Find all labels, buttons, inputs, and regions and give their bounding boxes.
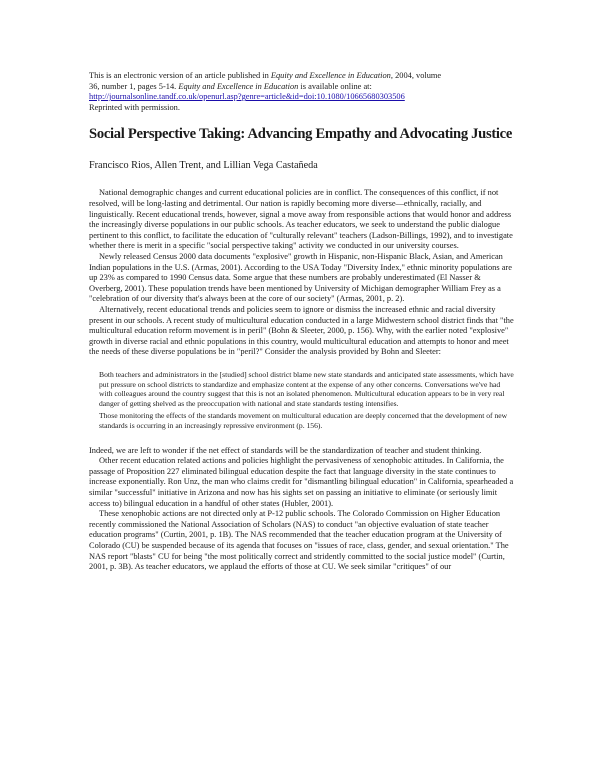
article-page — [89, 71, 514, 573]
block-quote — [99, 370, 514, 431]
notice-text: is available online at: — [298, 81, 372, 91]
article-body — [89, 188, 514, 572]
notice-text: This is an electronic version of an article published in — [89, 71, 271, 80]
article-link[interactable]: http://journalsonline.tandf.co.uk/openurl.asp?genre=article&id=doi:10.1080/10665680303506 — [89, 92, 405, 102]
reprinted-note: Reprinted with permission. — [89, 102, 180, 112]
notice-text: 36, number 1, pages 5-14. — [89, 81, 179, 91]
notice-text: , 2004, volume — [390, 71, 442, 80]
post-quote-section — [89, 446, 514, 573]
body-paragraph: Newly released Census 2000 data documents "explosive" growth in Hispanic, non-Hispanic Black, Asian, and American Indian populations in the U.S. (Armas, 2001). According to the USA Today "Diversity Index," ethnic minority populations are up 23% as compared to 1990 Census data. Some argue that these numbers are probably underestimated (El Nasser & Overberg, 2001). These population trends have been mentioned by University of Michigan demographer William Frey as a "celebration of our diversity that's always been at the core of our society" (Armas, 2001, p. 2). — [89, 251, 512, 304]
journal-name: Equity and Excellence in Education — [178, 81, 299, 91]
body-paragraph: Indeed, we are left to wonder if the net effect of standards will be the standardization of teacher and student thinking. — [89, 445, 482, 455]
journal-name: Equity and Excellence in Education — [270, 71, 391, 80]
body-paragraph: Other recent education related actions and policies highlight the pervasiveness of xenophobic attitudes. In California, the passage of Proposition 227 eliminated bilingual education despite the fact that language diversity in the state continues to increase exponentially. Ron Unz, the man who claims credit for "dismantling bilingual education" in California, spearheaded a similar "successful" initiative in Arizona and now has his sights set on passing an initiative to eliminate (or seriously limit access to) bilingual education in a handful of other states (Hubler, 2001). — [89, 456, 514, 508]
notice-line-1 — [89, 71, 514, 82]
notice-line-2 — [89, 82, 514, 93]
publication-notice — [89, 71, 514, 113]
body-paragraph: These xenophobic actions are not directed only at P-12 public schools. The Colorado Commission on Higher Education recently commissioned the National Association of Scholars (NAS) to conduct "an objective evaluation of state teacher education programs" (Curtin, 2001, p. 1B). The NAS recommended that the teacher education program at the University of Colorado (CU) be suspended because of its agenda that focuses on "issues of race, class, gender, and sexual orientation." The NAS report "blasts" CU for being "the most politically correct and stridently committed to the social justice model" (Curtin, 2001, p. 3B). As teacher educators, we applaud the efforts of those at CU. We seek similar "critiques" of our — [89, 509, 509, 572]
body-paragraph: National demographic changes and current educational policies are in conflict. The consequences of this conflict, if not resolved, will be long-lasting and detrimental. Our nation is rapidly becoming more diverse—ethnically, racially, and linguistically. Recent educational trends, however, signal a move away from responsible actions that would honor and address the increasingly diverse populations in our public schools. As teacher educators, we seek to understand the public dialogue pertinent to this conflict, to facilitate the education of "culturally relevant" teachers (Ladson-Billings, 1992), and to investigate whether there is merit in a specific "social perspective taking" activity we conducted in our university courses. — [89, 188, 513, 251]
quote-paragraph: Those monitoring the effects of the standards movement on multicultural education are deeply concerned that the development of new standards is occurring in an increasingly repressive environment (p. 156). — [99, 411, 508, 430]
body-paragraph: Alternatively, recent educational trends and policies seem to ignore or dismiss the increased ethnic and racial diversity present in our schools. A recent study of multicultural education conducted in a large Midwestern school district finds that "the multicultural education reform movement is in peril" (Bohn & Sleeter, 2000, p. 156). Why, with the earlier noted "explosive" growth in diverse racial and ethnic populations in this country, would multicultural education and attempts to honor and meet the needs of these diverse populations be in "peril?" Consider the analysis provided by Bohn and Sleeter: — [89, 304, 514, 357]
article-title: Social Perspective Taking: Advancing Empathy and Advocating Justice — [89, 126, 513, 143]
quote-paragraph: Both teachers and administrators in the [studied] school district blame new state standards and anticipated state assessments, which have put pressure on school districts to standardize and emphasize content at the expense of any other concerns. Conversations we've had with colleagues around the country suggest that this is not an isolated phenomenon. Multicultural education appears to be in very real danger of getting shelved as the preoccupation with national and state standards testing intensifies. — [99, 369, 514, 409]
article-authors: Francisco Rios, Allen Trent, and Lillian Vega Castañeda — [89, 160, 318, 172]
